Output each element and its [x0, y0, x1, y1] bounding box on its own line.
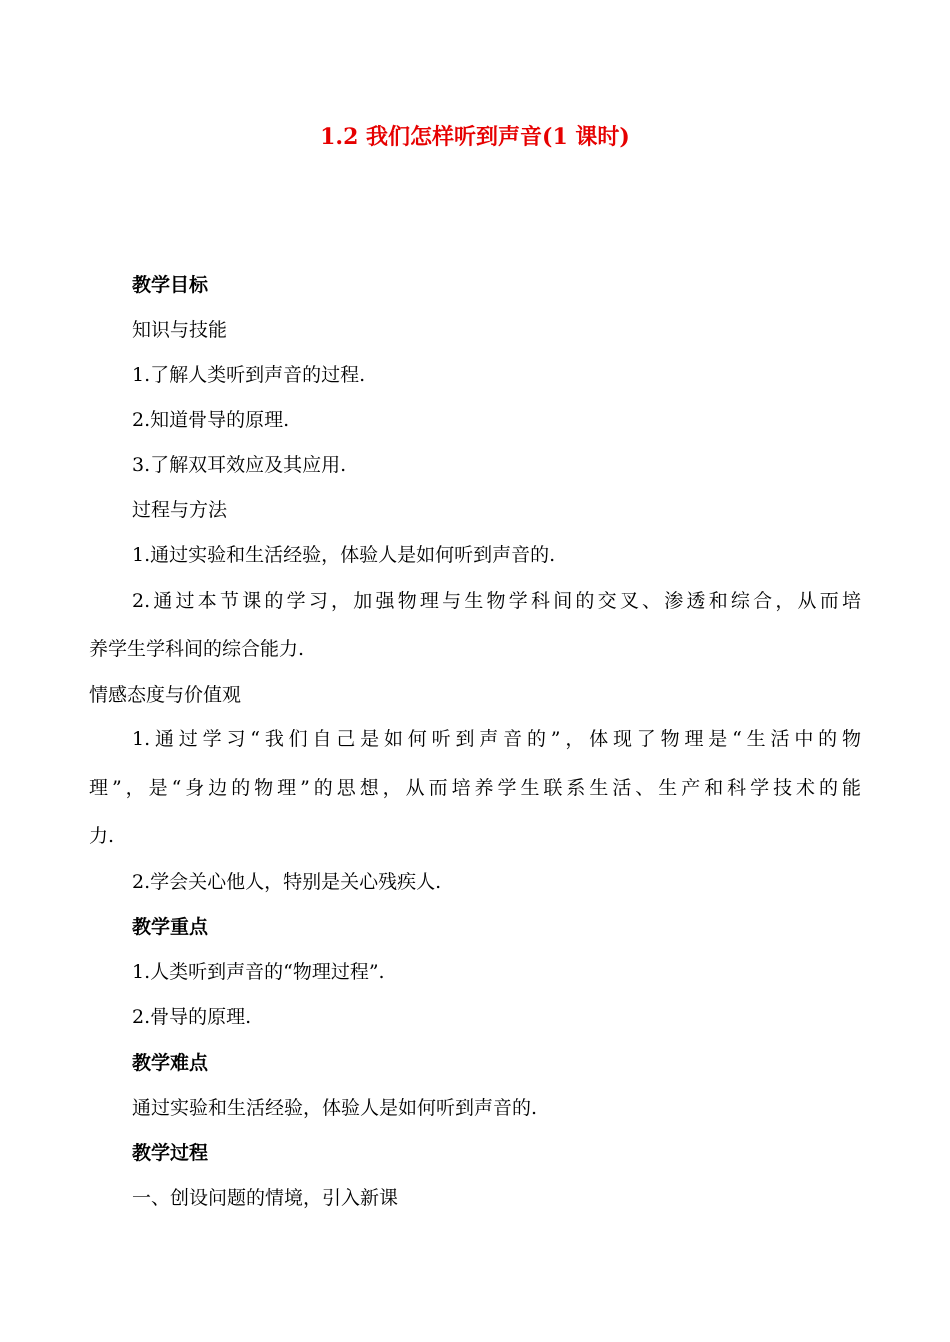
procedure-step: 一、创设问题的情境，引入新课 — [132, 1187, 399, 1209]
key-point-item: 1.人类听到声音的“物理过程”. — [132, 961, 385, 983]
knowledge-item: 1.了解人类听到声音的过程. — [132, 364, 366, 386]
attitude-item-line: 1.通过学习“我们自己是如何听到声音的”，体现了物理是“生活中的物 — [132, 728, 861, 750]
process-heading: 过程与方法 — [132, 499, 228, 521]
difficulty-text: 通过实验和生活经验，体验人是如何听到声音的. — [132, 1097, 538, 1119]
document-title: 1.2 我们怎样听到声音(1 课时) — [320, 124, 630, 150]
attitude-item-line: 力. — [89, 825, 115, 847]
attitude-item: 2.学会关心他人，特别是关心残疾人. — [132, 871, 442, 893]
process-item-line: 养学生学科间的综合能力. — [89, 638, 305, 660]
process-item: 1.通过实验和生活经验，体验人是如何听到声音的. — [132, 544, 556, 566]
process-item-line: 2.通过本节课的学习，加强物理与生物学科间的交叉、渗透和综合，从而培 — [132, 590, 861, 612]
procedure-heading: 教学过程 — [132, 1142, 209, 1164]
objectives-heading: 教学目标 — [132, 274, 209, 296]
key-point-item: 2.骨导的原理. — [132, 1006, 252, 1028]
attitude-item-line: 理”，是“身边的物理”的思想，从而培养学生联系生活、生产和科学技术的能 — [89, 777, 861, 799]
knowledge-item: 3.了解双耳效应及其应用. — [132, 454, 347, 476]
attitude-heading: 情感态度与价值观 — [89, 684, 242, 706]
knowledge-heading: 知识与技能 — [132, 319, 228, 341]
key-points-heading: 教学重点 — [132, 916, 209, 938]
knowledge-item: 2.知道骨导的原理. — [132, 409, 290, 431]
difficulty-heading: 教学难点 — [132, 1052, 209, 1074]
